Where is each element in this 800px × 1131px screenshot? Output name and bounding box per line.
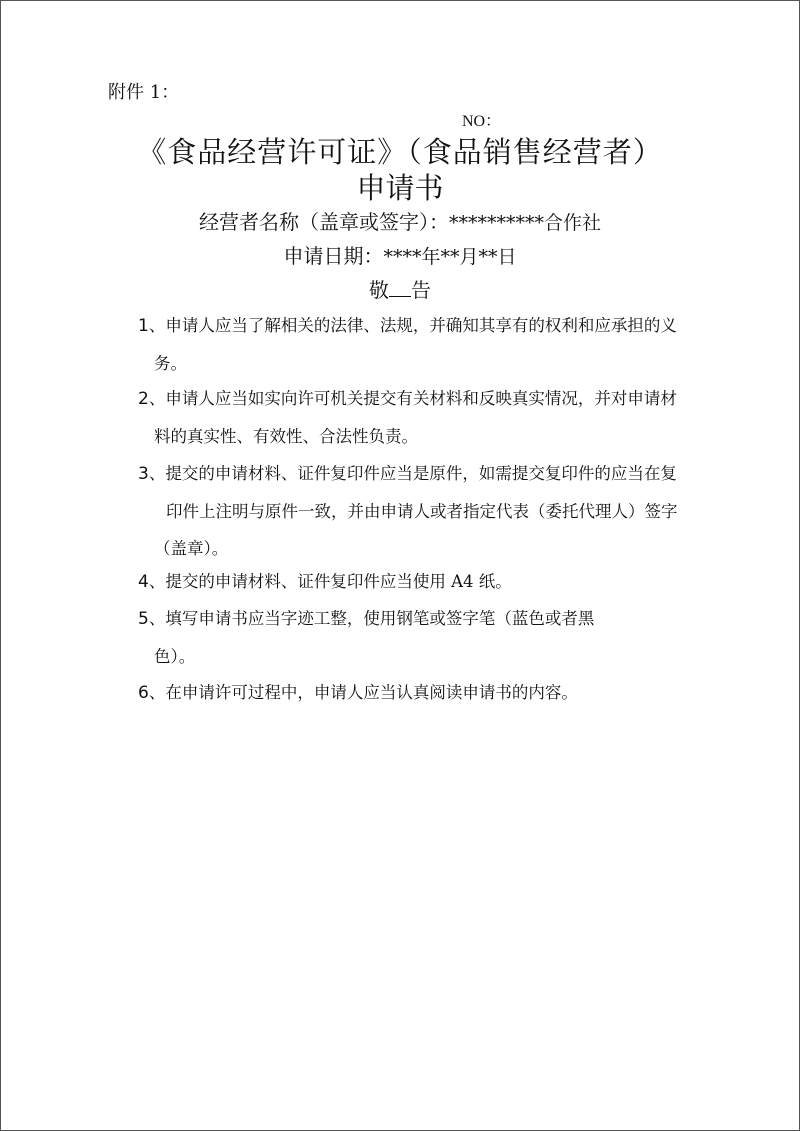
notice-item-continuation: 印件上注明与原件一致，并由申请人或者指定代表（委托代理人）签字 xyxy=(166,502,678,521)
application-date-row xyxy=(0,240,800,269)
notice-item-number: 6 xyxy=(138,683,149,703)
notice-heading-left: 敬 xyxy=(369,278,389,302)
operator-name-row xyxy=(0,206,800,235)
notice-item-4 xyxy=(138,563,738,601)
notice-item-continuation: （盖章）。 xyxy=(154,539,229,558)
operator-name-value: **********合作社 xyxy=(448,212,601,234)
notice-item-text: 、在申请许可过程中，申请人应当认真阅读申请书的内容。 xyxy=(148,683,578,702)
notice-heading-underline xyxy=(389,276,411,297)
document-title: 《食品经营许可证》（食品销售经营者） xyxy=(137,135,663,169)
notice-item-3 xyxy=(138,455,738,567)
notice-item-continuation: 务。 xyxy=(154,354,187,373)
notice-heading xyxy=(0,274,800,303)
attachment-label: 附件 1： xyxy=(108,82,180,103)
notice-item-text: 、填写申请书应当字迹工整，使用钢笔或签字笔（蓝色或者黑 xyxy=(148,609,595,628)
application-date-label: 申请日期： xyxy=(283,244,384,268)
notice-item-text: 、提交的申请材料、证件复印件应当使用 A4 纸。 xyxy=(148,572,512,591)
notice-item-continuation: 料的真实性、有效性、合法性负责。 xyxy=(154,427,418,446)
notice-item-text: 、申请人应当了解相关的法律、法规，并确知其享有的权利和应承担的义 xyxy=(148,316,677,335)
notice-item-number: 2 xyxy=(138,389,149,409)
notice-item-1 xyxy=(138,307,738,382)
operator-name-label: 经营者名称（盖章或签字）： xyxy=(198,210,449,234)
notice-item-number: 1 xyxy=(138,316,149,336)
notice-item-2 xyxy=(138,380,738,455)
serial-number-label: NO： xyxy=(462,113,502,130)
notice-item-number: 4 xyxy=(138,572,149,592)
notice-item-5 xyxy=(138,600,738,675)
notice-item-text: 、申请人应当如实向许可机关提交有关材料和反映真实情况，并对申请材 xyxy=(148,389,677,408)
application-date-value: ****年**月**日 xyxy=(383,246,517,268)
notice-item-number: 5 xyxy=(138,609,149,629)
notice-item-text: 、提交的申请材料、证件复印件应当是原件，如需提交复印件的应当在复 xyxy=(148,464,677,483)
notice-heading-right: 告 xyxy=(411,278,431,302)
notice-item-number: 3 xyxy=(138,464,149,484)
notice-item-continuation: 色）。 xyxy=(154,647,196,666)
document-subtitle: 申请书 xyxy=(356,171,444,205)
notice-item-6 xyxy=(138,674,738,712)
